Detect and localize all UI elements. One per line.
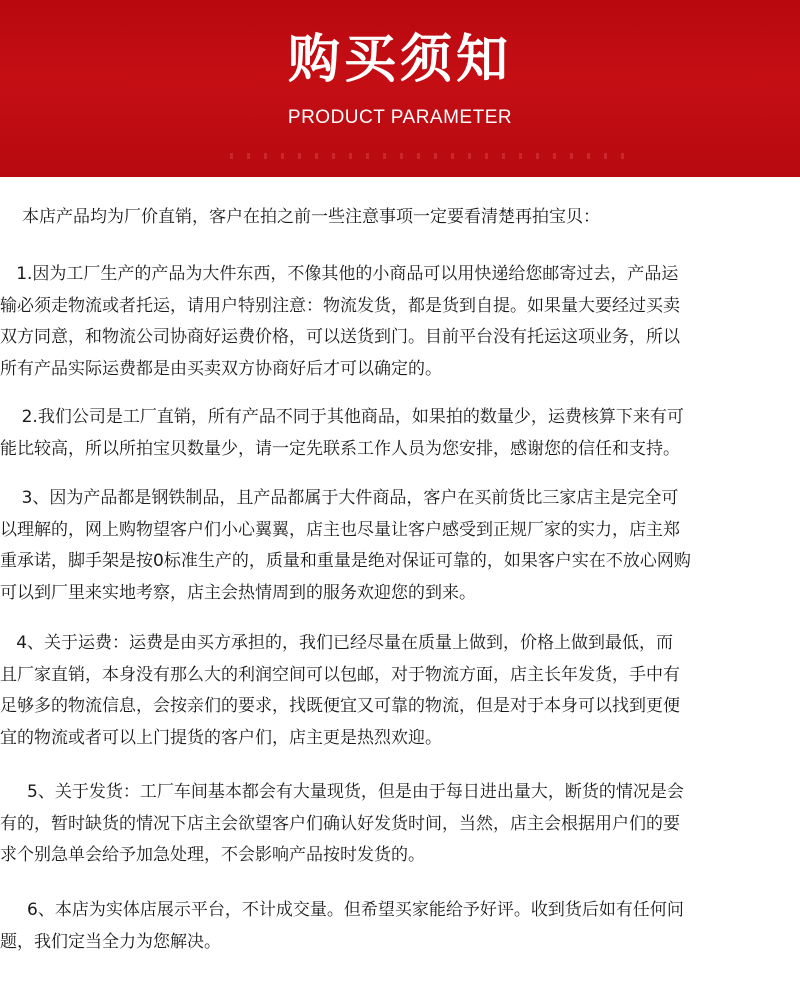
notice-paragraph-3 <box>0 483 800 609</box>
paragraph-line: 2.我们公司是工厂直销，所有产品不同于其他商品，如果拍的数量少，运费核算下来有可 <box>0 407 684 427</box>
paragraph-line: 1.因为工厂生产的产品为大件东西，不像其他的小商品可以用快递给您邮寄过去，产品运 <box>0 264 679 284</box>
paragraph-line: 3、因为产品都是钢铁制品，且产品都属于大件商品，客户在买前货比三家店主是完全可 <box>0 488 679 508</box>
banner-decoration <box>230 153 630 159</box>
paragraph-line: 6、本店为实体店展示平台，不计成交量。但希望买家能给予好评。收到货后如有任何问 <box>0 900 684 920</box>
paragraph-line: 足够多的物流信息，会按亲们的要求，找既便宜又可靠的物流，但是对于本身可以找到更便 <box>0 696 680 716</box>
notice-paragraph-4 <box>0 628 800 754</box>
notice-paragraph-1 <box>0 259 800 385</box>
notice-paragraph-5 <box>0 777 800 872</box>
paragraph-line: 以理解的，网上购物望客户们小心翼翼，店主也尽量让客户感受到正规厂家的实力，店主郑 <box>0 519 680 540</box>
paragraph-line: 且厂家直销，本身没有那么大的利润空间可以包邮，对于物流方面，店主长年发货，手中有 <box>0 664 680 685</box>
paragraph-line: 求个别急单会给予加急处理，不会影响产品按时发货的。 <box>0 845 425 865</box>
paragraph-line: 有的，暂时缺货的情况下店主会欲望客户们确认好发货时间，当然，店主会根据用户们的要 <box>0 813 680 834</box>
paragraph-line: 4、关于运费：运费是由买方承担的，我们已经尽量在质量上做到，价格上做到最低，而 <box>0 633 674 653</box>
intro-text: 本店产品均为厂价直销，客户在拍之前一些注意事项一定要看清楚再拍宝贝： <box>22 207 600 227</box>
paragraph-line: 宜的物流或者可以上门提货的客户们，店主更是热烈欢迎。 <box>0 727 442 748</box>
notice-body <box>0 177 800 1000</box>
banner-subtitle: PRODUCT PARAMETER <box>287 107 513 128</box>
paragraph-line: 所有产品实际运费都是由买卖双方协商好后才可以确定的。 <box>0 358 442 379</box>
paragraph-line: 双方同意，和物流公司协商好运费价格，可以送货到门。目前平台没有托运这项业务，所以 <box>0 327 680 347</box>
paragraph-line: 可以到厂里来实地考察，店主会热情周到的服务欢迎您的到来。 <box>0 582 476 603</box>
paragraph-line: 能比较高，所以所拍宝贝数量少，请一定先联系工作人员为您安排，感谢您的信任和支持。 <box>0 438 680 459</box>
notice-paragraph-6 <box>0 895 800 958</box>
paragraph-line: 题，我们定当全力为您解决。 <box>0 931 221 952</box>
notice-paragraph-2 <box>0 402 800 465</box>
paragraph-line: 输必须走物流或者托运，请用户特别注意：物流发货，都是货到自提。如果量大要经过买卖 <box>0 295 680 316</box>
paragraph-line: 重承诺，脚手架是按0标准生产的，质量和重量是绝对保证可靠的，如果客户实在不放心网购 <box>0 551 691 571</box>
paragraph-line: 5、关于发货：工厂车间基本都会有大量现货，但是由于每日进出量大，断货的情况是会 <box>0 782 684 802</box>
header-banner <box>0 0 800 177</box>
banner-title: 购买须知 <box>287 30 512 90</box>
